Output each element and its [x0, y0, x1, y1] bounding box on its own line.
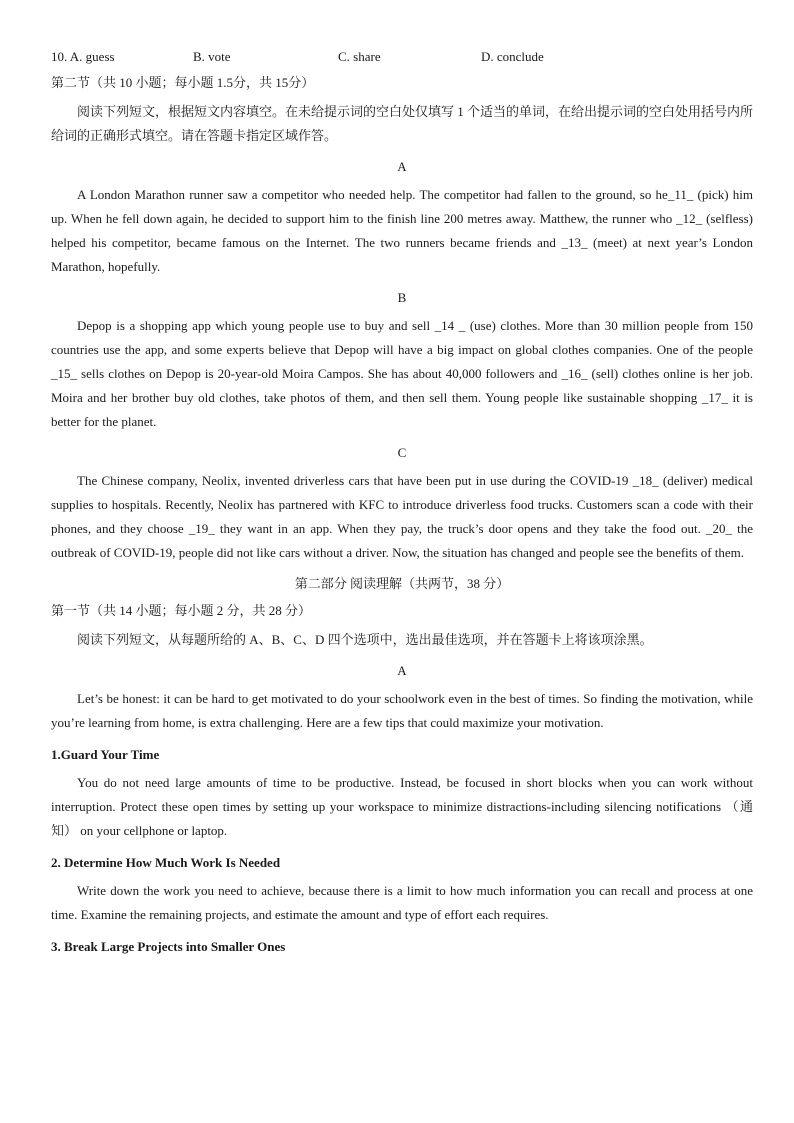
exam-page	[51, 46, 753, 959]
passage-c-label: C	[397, 445, 407, 460]
question-10-options	[51, 46, 753, 68]
option-d: D. conclude	[481, 49, 544, 64]
part-2-instructions: 阅读下列短文，从每题所给的 A、B、C、D 四个选项中，选出最佳选项，并在答题卡上将该项涂黑。	[77, 632, 653, 647]
reading-a-label: A	[397, 663, 407, 678]
tip-2-text: Write down the work you need to achieve, because there is a limit to how much information you can recall and process at one time. Examine the remaining projects, and estimate the amount and type of effort each requires.	[51, 883, 753, 922]
tip-2-heading: 2. Determine How Much Work Is Needed	[51, 855, 281, 870]
option-a: 10. A. guess	[51, 49, 115, 64]
reading-a-intro: Let’s be honest: it can be hard to get motivated to do your schoolwork even in the best of times. So finding the motivation, while you’re learning from home, is extra challenging. Here are a few tips that could maximize your motivation.	[51, 691, 753, 730]
part-2-title: 第二部分 阅读理解（共两节，38 分）	[294, 576, 510, 591]
option-c: C. share	[338, 49, 381, 64]
passage-b-label: B	[397, 290, 407, 305]
section-2-header: 第二节（共 10 小题；每小题 1.5分，共 15分）	[51, 75, 315, 90]
passage-a-text: A London Marathon runner saw a competitor who needed help. The competitor had fallen to the ground, so he_11_ (pick) him up. When he fell down again, he decided to support him to the finish line 200 metres away. Matthew, the runner who _12_ (selfless) helped his competitor, became famous on the Internet. The two runners became friends and _13_ (meet) at next year’s London Marathon, hopefully.	[51, 187, 753, 274]
passage-a-label: A	[397, 159, 407, 174]
tip-1-text: You do not need large amounts of time to be productive. Instead, be focused in short blocks when you can work without interruption. Protect these open times by setting up your workspace to minimize distractions-including silencing notifications （通知） on your cellphone or laptop.	[51, 775, 753, 838]
tip-1-heading: 1.Guard Your Time	[51, 747, 160, 762]
passage-c-text: The Chinese company, Neolix, invented driverless cars that have been put in use during the COVID-19 _18_ (deliver) medical supplies to hospitals. Recently, Neolix has partnered with KFC to introduce driverless food trucks. Customers scan a code with their phones, and they choose _19_ they want in an app. When they pay, the truck’s door opens and they take the food out. _20_ the outbreak of COVID-19, people did not like cars without a driver. Now, the situation has changed and people see the benefits of them.	[51, 473, 753, 560]
section-2-instructions: 阅读下列短文，根据短文内容填空。在未给提示词的空白处仅填写 1 个适当的单词，在给出提示词的空白处用括号内所给词的正确形式填空。请在答题卡指定区域作答。	[51, 104, 754, 143]
passage-b-text: Depop is a shopping app which young people use to buy and sell _14 _ (use) clothes. More than 30 million people from 150 countries use the app, and some experts believe that Depop will have a big impact on global clothes companies. One of the people _15_ sells clothes on Depop is 20-year-old Moira Campos. She has about 40,000 followers and _16_ (sell) clothes online is her job. Moira and her brother buy old clothes, take photos of them, and then sell them. Young people like sustainable shopping _17_ it is better for the planet.	[51, 318, 753, 429]
tip-3-heading: 3. Break Large Projects into Smaller Ones	[51, 939, 286, 954]
part-2-section-1-header: 第一节（共 14 小题；每小题 2 分，共 28 分）	[51, 603, 312, 618]
option-b: B. vote	[193, 49, 231, 64]
